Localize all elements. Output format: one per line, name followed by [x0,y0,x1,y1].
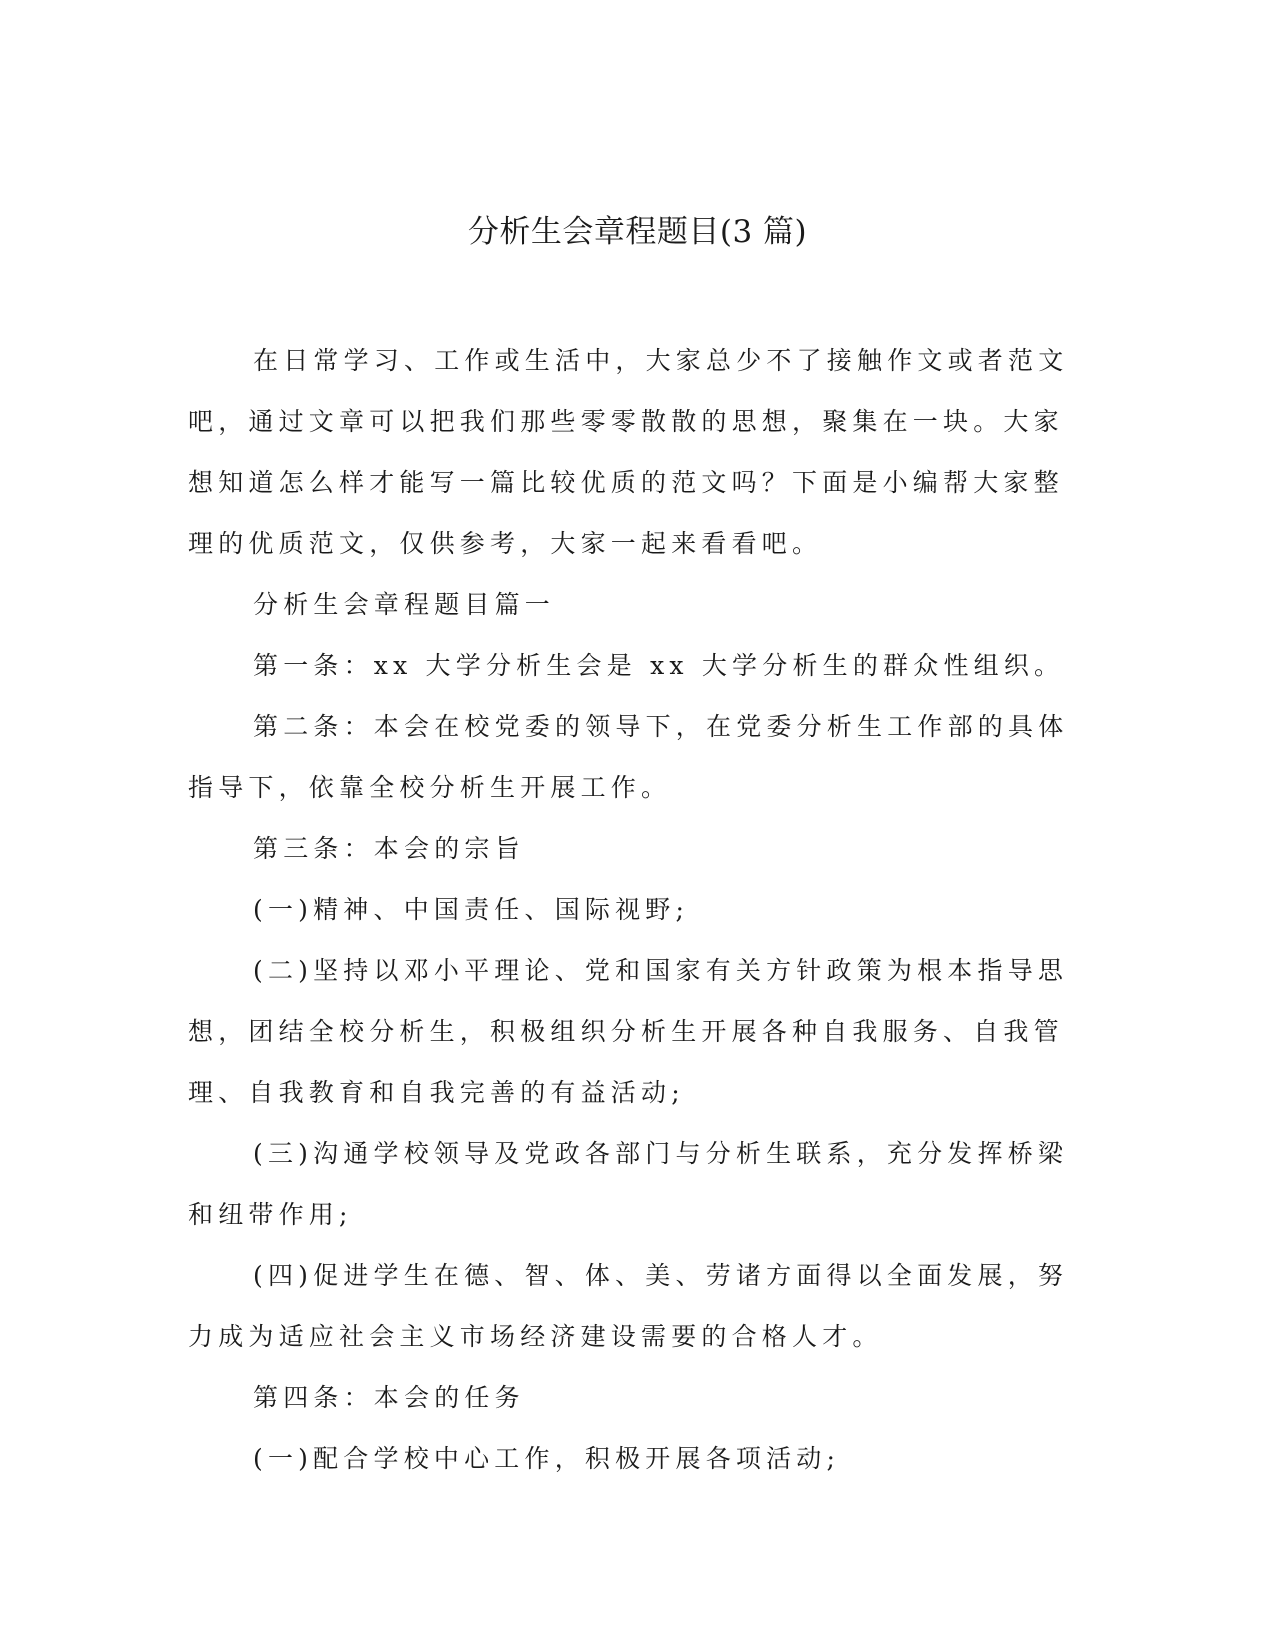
article-three-item-2: (二)坚持以邓小平理论、党和国家有关方针政策为根本指导思想，团结全校分析生，积极组织分析生开展各种自我服务、自我管理、自我教育和自我完善的有益活动; [188,956,1069,1107]
paragraph-intro: 在日常学习、工作或生活中，大家总少不了接触作文或者范文吧，通过文章可以把我们那些零零散散的思想，聚集在一块。大家想知道怎么样才能写一篇比较优质的范文吗？下面是小编帮大家整理的优质范文，仅供参考，大家一起来看看吧。 [188,346,1069,558]
section-heading-part-one: 分析生会章程题目篇一 [253,590,556,619]
article-three-heading: 第三条：本会的宗旨 [253,834,525,863]
document-body [188,330,1076,1489]
article-two: 第二条：本会在校党委的领导下，在党委分析生工作部的具体指导下，依靠全校分析生开展工作。 [188,712,1069,802]
document-title: 分析生会章程题目(3 篇) [467,214,808,250]
article-one: 第一条：xx 大学分析生会是 xx 大学分析生的群众性组织。 [253,651,1065,680]
article-three-item-1: (一)精神、中国责任、国际视野; [253,895,690,924]
article-four-heading: 第四条：本会的任务 [253,1383,525,1412]
article-three-item-3: (三)沟通学校领导及党政各部门与分析生联系，充分发挥桥梁和纽带作用; [188,1139,1069,1229]
article-three-item-4: (四)促进学生在德、智、体、美、劳诸方面得以全面发展，努力成为适应社会主义市场经济建设需要的合格人才。 [188,1261,1069,1351]
article-four-item-1: (一)配合学校中心工作，积极开展各项活动; [253,1444,841,1473]
